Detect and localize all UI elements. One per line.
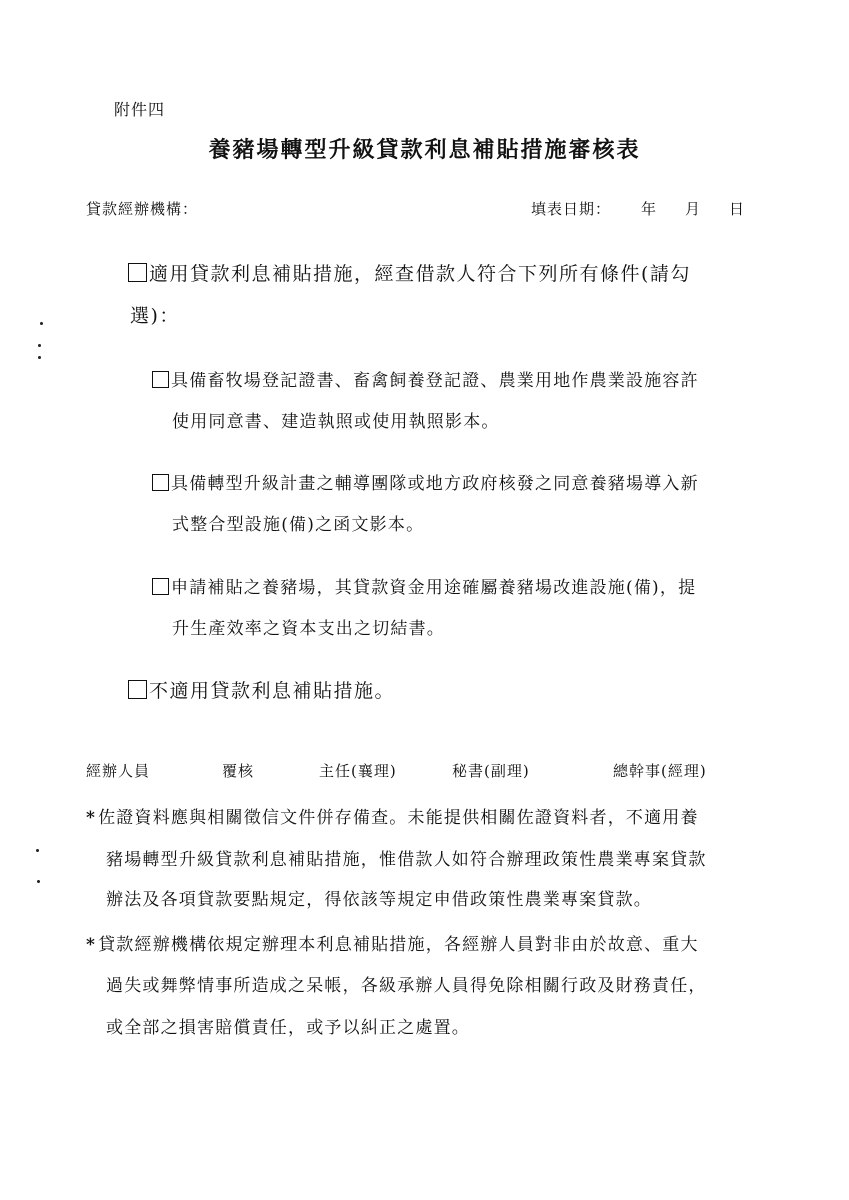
signature-reviewer: 覆核 <box>222 762 255 780</box>
condition-1-text-2: 使用同意書、建造執照或使用執照影本。 <box>172 412 500 432</box>
scan-speck <box>40 322 43 325</box>
condition-3-text-2: 升生產效率之資本支出之切結書。 <box>172 619 445 639</box>
note-1-text-2: 豬場轉型升級貸款利息補貼措施，惟借款人如符合辦理政策性農業專案貸款 <box>106 850 707 870</box>
scan-speck <box>36 849 39 852</box>
condition-3-text-1: 申請補貼之養豬場，其貸款資金用途確屬養豬場改進設施(備)，提 <box>171 578 697 598</box>
date-month: 月 <box>685 200 702 218</box>
checkbox-condition-2[interactable] <box>152 474 169 491</box>
scan-speck <box>38 356 41 359</box>
note-1-text-3: 辦法及各項貸款要點規定，得依該等規定申借政策性農業專案貸款。 <box>106 890 652 910</box>
condition-2-text-1: 具備轉型升級計畫之輔導團隊或地方政府核發之同意養豬場導入新 <box>171 474 699 494</box>
form-title: 養豬場轉型升級貸款利息補貼措施審核表 <box>208 137 641 163</box>
note-1-text-1: 佐證資料應與相關徵信文件併存備查。未能提供相關佐證資料者，不適用養 <box>98 808 699 828</box>
option-not-applicable <box>128 676 395 703</box>
annex-label: 附件四 <box>114 100 166 119</box>
note-1 <box>86 803 699 828</box>
signature-secretary: 秘書(副理) <box>452 762 530 780</box>
option-applicable-text-1: 適用貸款利息補貼措施，經查借款人符合下列所有條件(請勾 <box>149 263 691 285</box>
checkbox-applicable[interactable] <box>128 263 147 282</box>
fill-date-field <box>531 198 745 219</box>
signature-general-manager: 總幹事(經理) <box>613 762 707 780</box>
note-2-text-2: 過失或舞弊情事所造成之呆帳，各級承辦人員得免除相關行政及財務責任， <box>106 976 707 996</box>
loan-institution-label: 貸款經辦機構： <box>86 200 199 218</box>
option-not-applicable-text: 不適用貸款利息補貼措施。 <box>149 680 396 702</box>
checkbox-not-applicable[interactable] <box>128 680 147 699</box>
condition-1 <box>152 366 699 391</box>
signature-director: 主任(襄理) <box>319 762 397 780</box>
loan-institution-field <box>86 198 198 219</box>
checkbox-condition-1[interactable] <box>152 371 169 388</box>
date-day: 日 <box>729 200 746 218</box>
option-applicable-text-2: 選)： <box>130 305 180 327</box>
note-2 <box>86 930 699 955</box>
checkbox-condition-3[interactable] <box>152 578 169 595</box>
condition-1-text-1: 具備畜牧場登記證書、畜禽飼養登記證、農業用地作農業設施容許 <box>171 371 699 391</box>
scan-speck <box>38 344 41 347</box>
scan-speck <box>37 880 40 883</box>
note-2-asterisk: * <box>86 935 97 955</box>
condition-2 <box>152 469 699 494</box>
note-2-text-1: 貸款經辦機構依規定辦理本利息補貼措施，各經辦人員對非由於故意、重大 <box>98 935 699 955</box>
signature-handler: 經辦人員 <box>86 762 151 780</box>
option-applicable <box>128 259 691 286</box>
note-2-text-3: 或全部之損害賠償責任，或予以糾正之處置。 <box>106 1018 470 1038</box>
fill-date-label: 填表日期： <box>531 200 612 218</box>
date-year: 年 <box>641 200 658 218</box>
condition-3 <box>152 573 696 598</box>
condition-2-text-2: 式整合型設施(備)之函文影本。 <box>172 515 425 535</box>
note-1-asterisk: * <box>86 808 97 828</box>
